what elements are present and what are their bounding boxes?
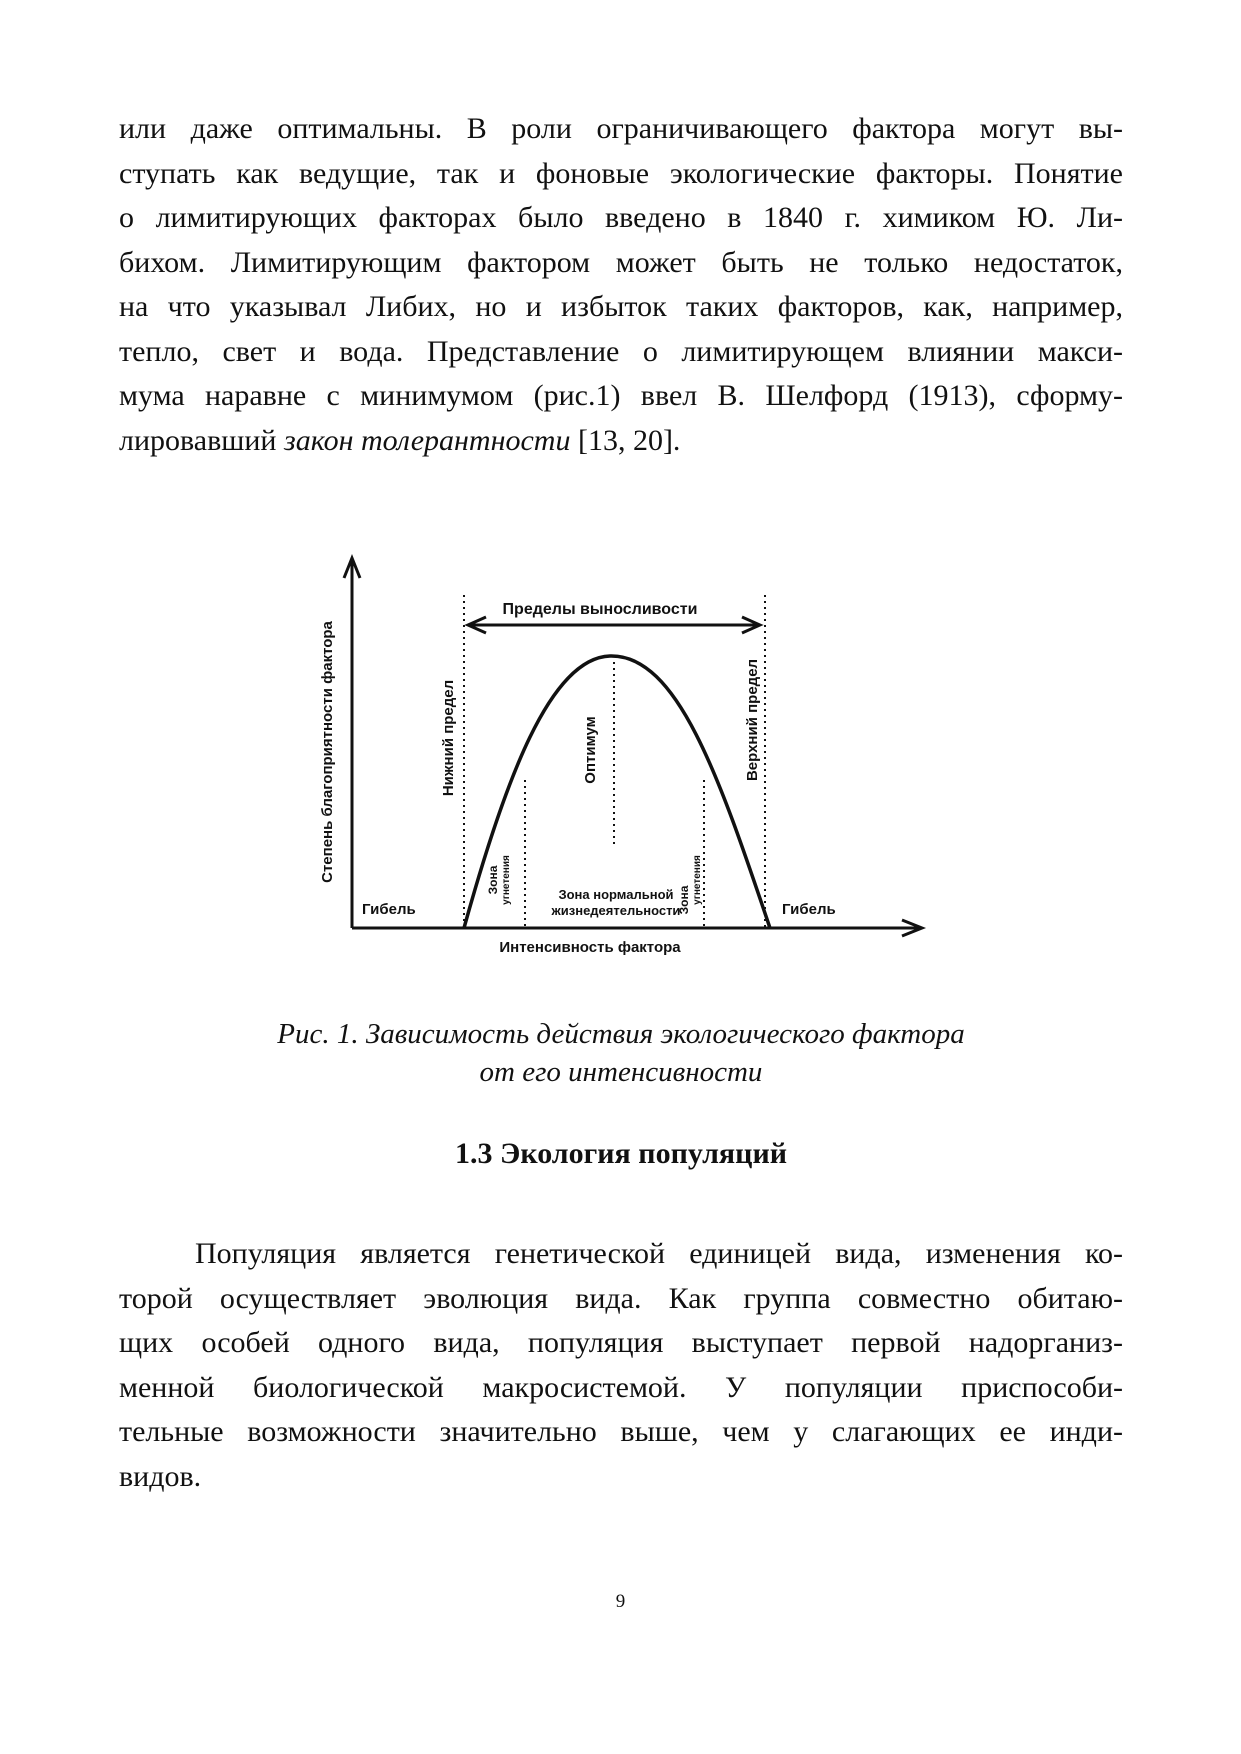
- y-axis-label: Степень благоприятности фактора: [319, 621, 336, 883]
- paragraph-1-line: о лимитирующих факторах было введено в 1840 г. химиком Ю. Ли-: [119, 201, 1123, 234]
- suppression-right-label-2: угнетения: [692, 855, 703, 905]
- death-left-label: Гибель: [362, 901, 416, 918]
- paragraph-2: [119, 1232, 1123, 1499]
- caption-line-2: от его интенсивности: [479, 1056, 763, 1088]
- caption-line-1: Рис. 1. Зависимость действия экологического фактора: [277, 1018, 965, 1050]
- tolerance-range-label: Пределы выносливости: [502, 601, 698, 618]
- paragraph-1-line: на что указывал Либих, но и избыток таких факторов, как, например,: [119, 290, 1123, 323]
- last-line-prefix: лировавший: [119, 423, 284, 457]
- section-heading: 1.3 Экология популяций: [454, 1137, 788, 1170]
- paragraph-2-line: Популяция является генетической единицей вида, изменения ко-: [195, 1237, 1123, 1270]
- paragraph-1-line: мума наравне с минимумом (рис.1) ввел В. Шелфорд (1913), сформу-: [119, 379, 1123, 412]
- suppression-left-label-1: Зона: [486, 865, 500, 895]
- figure-caption: [119, 1015, 1123, 1091]
- paragraph-2-line: торой осуществляет эволюция вида. Как группа совместно обитаю-: [119, 1281, 1123, 1315]
- normal-zone-label-1: Зона нормальной: [558, 887, 674, 902]
- suppression-right-label-1: Зона: [677, 885, 691, 915]
- lower-limit-label: Нижний предел: [440, 679, 457, 797]
- law-of-tolerance-term: закон толерантности: [284, 423, 571, 457]
- paragraph-2-line: щих особей одного вида, популяция выступает первой надорганиз-: [119, 1326, 1123, 1359]
- paragraph-1-line: ступать как ведущие, так и фоновые экологические факторы. Понятие: [119, 156, 1123, 190]
- paragraph-1: [119, 107, 1123, 463]
- paragraph-1-line: или даже оптимальны. В роли ограничивающего фактора могут вы-: [119, 112, 1123, 145]
- paragraph-2-line: видов.: [119, 1459, 202, 1493]
- paragraph-1-last-line: [119, 419, 1123, 464]
- upper-limit-label: Верхний предел: [744, 658, 761, 782]
- page-number: 9: [615, 1591, 626, 1612]
- suppression-left-label-2: угнетения: [501, 855, 512, 905]
- paragraph-1-line: бихом. Лимитирующим фактором может быть не только недостаток,: [119, 245, 1123, 279]
- normal-zone-label-2: жизнедеятельности: [551, 903, 681, 918]
- paragraph-2-line: тельные возможности значительно выше, чем у слагающих ее инди-: [119, 1415, 1123, 1448]
- paragraph-2-line: менной биологической макросистемой. У популяции приспособи-: [119, 1370, 1123, 1404]
- death-right-label: Гибель: [782, 901, 836, 918]
- tolerance-figure: [290, 540, 950, 960]
- last-line-suffix: [13, 20].: [570, 423, 681, 457]
- x-axis-label: Интенсивность фактора: [499, 939, 681, 956]
- paragraph-1-line: тепло, свет и вода. Представление о лимитирующем влиянии макси-: [119, 334, 1123, 368]
- optimum-label: Оптимум: [582, 716, 599, 784]
